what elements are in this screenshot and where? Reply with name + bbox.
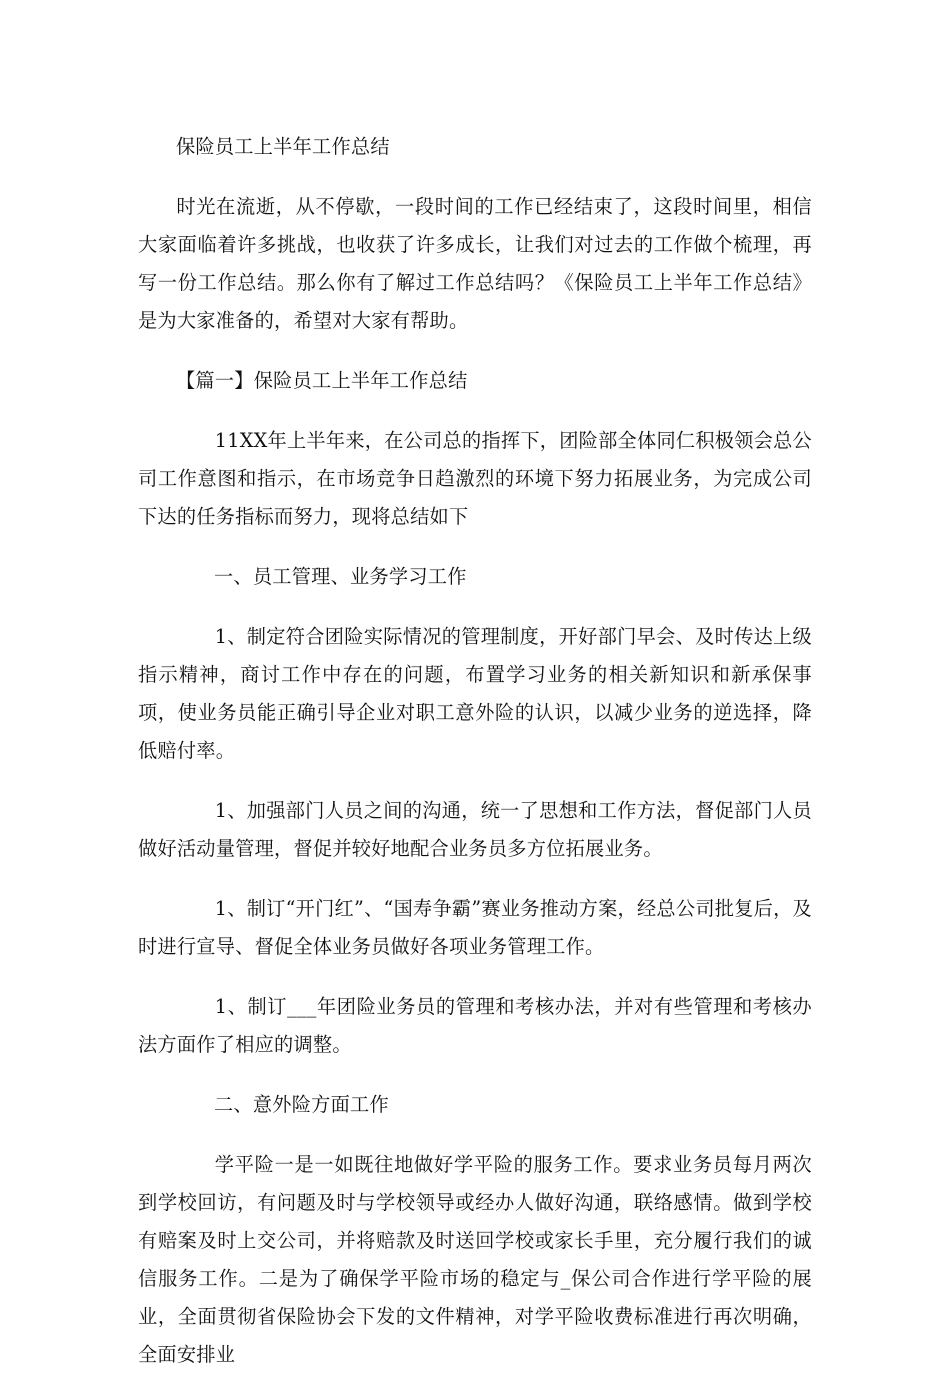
paragraph-item-1: 1、制定符合团险实际情况的管理制度，开好部门早会、及时传达上级指示精神，商讨工作中存在的问题，布置学习业务的相关新知识和新承保事项，使业务员能正确引导企业对职工意外险的认识，以减少业务的逆选择，降低赔付率。: [138, 625, 812, 762]
document-title: 保险员工上半年工作总结: [176, 135, 390, 158]
section-title: 【篇一】保险员工上半年工作总结: [176, 369, 468, 392]
heading-accident-insurance: 二、意外险方面工作: [214, 1093, 389, 1116]
opening-paragraph: 11XX年上半年来，在公司总的指挥下，团险部全体同仁积极领会总公司工作意图和指示，在市场竞争日趋激烈的环境下努力拓展业务，为完成公司下达的任务指标而努力，现将总结如下: [138, 429, 812, 528]
paragraph-item-2: 1、加强部门人员之间的沟通，统一了思想和工作方法，督促部门人员做好活动量管理，督促并较好地配合业务员多方位拓展业务。: [138, 799, 812, 860]
paragraph-item-3: 1、制订“开门红”、“国寿争霸”赛业务推动方案，经总公司批复后，及时进行宣导、督促全体业务员做好各项业务管理工作。: [138, 897, 812, 958]
document-body: [138, 128, 812, 1396]
intro-paragraph: 时光在流逝，从不停歇，一段时间的工作已经结束了，这段时间里，相信大家面临着许多挑战，也收获了许多成长，让我们对过去的工作做个梳理，再写一份工作总结。那么你有了解过工作总结吗？《保险员工上半年工作总结》是为大家准备的，希望对大家有帮助。: [138, 195, 812, 332]
paragraph-student-insurance: 学平险一是一如既往地做好学平险的服务工作。要求业务员每月两次到学校回访，有问题及时与学校领导或经办人做好沟通，联络感情。做到学校有赔案及时上交公司，并将赔款及时送回学校或家长手里，充分履行我们的诚信服务工作。二是为了确保学平险市场的稳定与_保公司合作进行学平险的展业，全面贯彻省保险协会下发的文件精神，对学平险收费标准进行再次明确，全面安排业: [138, 1153, 812, 1366]
heading-staff-management: 一、员工管理、业务学习工作: [214, 565, 467, 588]
paragraph-item-4: 1、制订___年团险业务员的管理和考核办法，并对有些管理和考核办法方面作了相应的调整。: [138, 995, 812, 1056]
